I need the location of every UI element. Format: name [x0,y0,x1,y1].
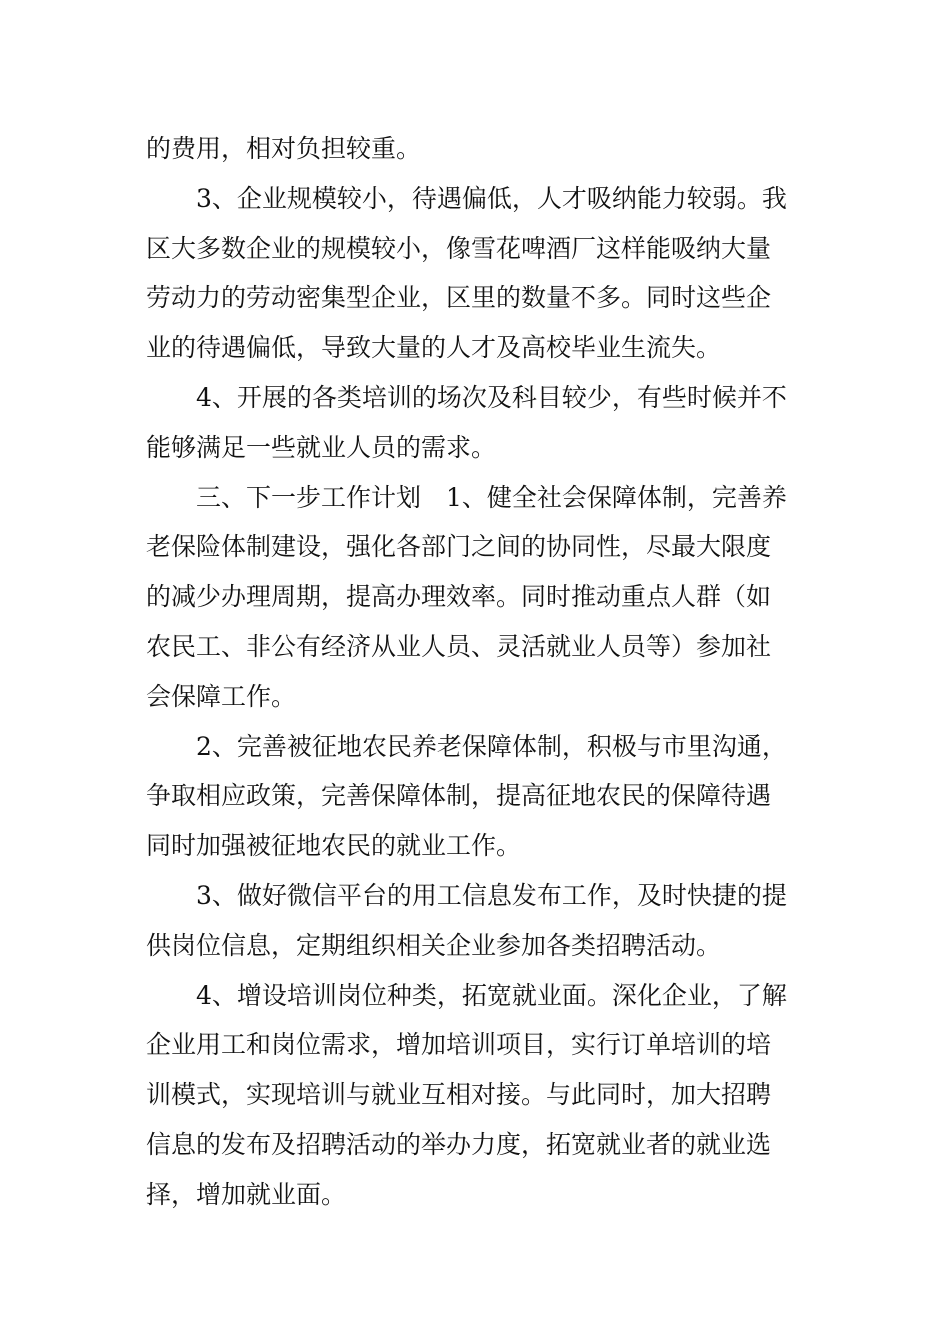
text-line: 农民工、非公有经济从业人员、灵活就业人员等）参加社 [146,631,772,661]
body-text [146,124,811,1220]
text-line: 会保障工作。 [146,681,297,711]
text-line: 择，增加就业面。 [146,1179,347,1209]
text-line: 企业用工和岗位需求，增加培训项目，实行订单培训的培 [146,1030,772,1060]
paragraph-first-line: 3、企业规模较小，待遇偏低，人才吸纳能力较弱。我 [196,183,787,213]
paragraph-first-line: 4、增设培训岗位种类，拓宽就业面。深化企业，了解 [196,980,787,1010]
text-line: 训模式，实现培训与就业互相对接。与此同时，加大招聘 [146,1080,772,1110]
text-line: 供岗位信息，定期组织相关企业参加各类招聘活动。 [146,930,722,960]
paragraph-first-line: 4、开展的各类培训的场次及科目较少，有些时候并不 [196,382,787,412]
section-heading-line: 三、下一步工作计划 1、健全社会保障体制，完善养 [196,482,787,512]
text-line: 业的待遇偏低，导致大量的人才及高校毕业生流失。 [146,333,722,363]
text-line: 劳动力的劳动密集型企业，区里的数量不多。同时这些企 [146,283,772,313]
text-line: 信息的发布及招聘活动的举办力度，拓宽就业者的就业选 [146,1129,772,1159]
text-line: 的减少办理周期，提高办理效率。同时推动重点人群（如 [146,582,772,612]
text-line: 同时加强被征地农民的就业工作。 [146,831,522,861]
text-line: 争取相应政策，完善保障体制，提高征地农民的保障待遇 [146,781,772,811]
text-line: 区大多数企业的规模较小，像雪花啤酒厂这样能吸纳大量 [146,233,772,263]
paragraph-first-line: 2、完善被征地农民养老保障体制，积极与市里沟通， [196,731,787,761]
text-line: 能够满足一些就业人员的需求。 [146,432,497,462]
paragraph-first-line: 3、做好微信平台的用工信息发布工作，及时快捷的提 [196,880,787,910]
text-line: 老保险体制建设，强化各部门之间的协同性，尽最大限度 [146,532,772,562]
text-line: 的费用，相对负担较重。 [146,134,422,163]
